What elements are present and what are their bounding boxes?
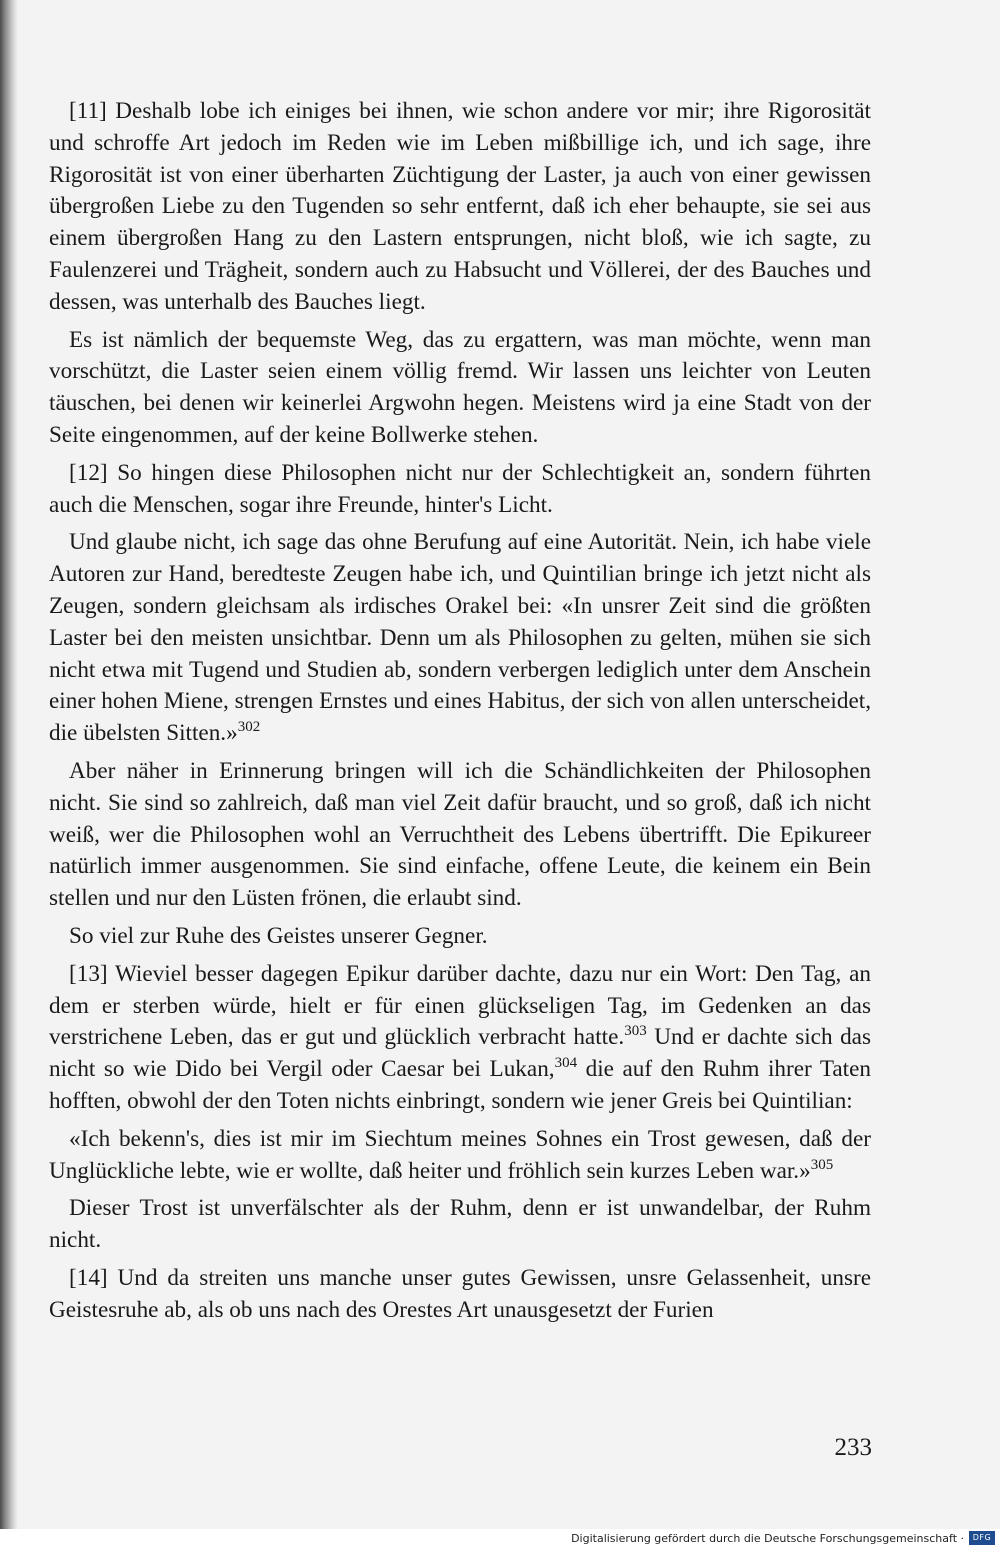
footnote-ref-303: 303	[624, 1023, 647, 1040]
footnote-ref-304: 304	[554, 1055, 578, 1072]
paragraph-text: Und glaube nicht, ich sage das ohne Berufung auf eine Autorität. Nein, ich habe viele Autoren zur Hand, beredteste Zeugen habe ich, und Quintilian bringe ich jetzt nicht als Zeugen, sondern gleichsam als irdisches Orakel bei: «In unsrer Zeit sind die größten Laster bei den meisten unsichtbar. Denn um als Philosophen zu gelten, mühen sie sich nicht etwa mit Tugend und Studien ab, sondern verbergen lediglich unter dem Anschein einer hohen Miene, strengen Ernstes und eines Habitus, der sich von allen unterscheidet, die übelsten Sitten.»	[49, 529, 871, 747]
paragraph-text: Und er dachte sich das nicht so wie Dido bei Vergil oder Caesar bei Lukan,	[49, 1024, 871, 1083]
paragraph-text: [11] Deshalb lobe ich einiges bei ihnen, wie schon andere vor mir; ihre Rigorosität und schroffe Art jedoch im Reden wie im Leben mißbillige ich, und ich sage, ihre Rigorosität ist von einer überharten Züchtigung der Laster, ja auch von einer gewissen übergroßen Liebe zu den Tugenden so sehr entfernt, daß ich eher behaupte, sie sei aus einem übergroßen Hang zu den Lastern entsprungen, nicht bloß, wie ich sagte, zu Faulenzerei und Trägheit, sondern auch zu Habsucht und Völlerei, der des Bauches und dessen, was unterhalb des Bauches liegt.	[49, 98, 871, 315]
paragraph-13	[49, 959, 871, 1118]
dfg-logo: DFG	[969, 1531, 995, 1545]
paragraph	[49, 921, 871, 953]
paragraph-text: So viel zur Ruhe des Geistes unserer Gegner.	[69, 922, 488, 949]
paragraph-text: [12] So hingen diese Philosophen nicht nur der Schlechtigkeit an, sondern führten auch die Menschen, sogar ihre Freunde, hinter's Licht.	[49, 459, 871, 518]
paragraph-text: Dieser Trost ist unverfälschter als der Ruhm, denn er ist unwandelbar, der Ruhm nicht.	[49, 1195, 871, 1254]
paragraph	[49, 756, 871, 915]
binding-gutter-shadow	[0, 0, 18, 1529]
paragraph-text: «Ich bekenn's, dies ist mir im Siechtum meines Sohnes ein Trost gewesen, daß der Unglückliche lebte, wie er wollte, daß heiter und fröhlich sein kurzes Leben war.»	[49, 1125, 871, 1184]
paragraph-text: Es ist nämlich der bequemste Weg, das zu ergattern, was man möchte, wenn man vorschützt, die Laster seien einem völlig fremd. Wir lassen uns leichter von Leuten täuschen, bei denen wir keinerlei Argwohn hegen. Meistens wird ja eine Stadt von der Seite eingenommen, auf der keine Bollwerke stehen.	[49, 326, 871, 448]
footnote-ref-305: 305	[810, 1156, 834, 1173]
paragraph-quote	[49, 1124, 871, 1188]
paragraph-text: Aber näher in Erinnerung bringen will ich die Schändlichkeiten der Philosophen nicht. Sie sind so zahlreich, daß man viel Zeit dafür braucht, und so groß, daß ich nicht weiß, wer die Philosophen wohl an Verruchtheit des Lebens übertrifft. Die Epikureer natürlich immer ausgenommen. Sie sind einfache, offene Leute, die keinem ein Bein stellen und nur den Lüsten frönen, die erlaubt sind.	[49, 757, 871, 912]
page-number: 233	[834, 1434, 872, 1461]
digitization-footer	[0, 1529, 1000, 1549]
paragraph-14	[49, 1263, 871, 1327]
paragraph-text: [14] Und da streiten uns manche unser gutes Gewissen, unsre Gelassenheit, unsre Geistesruhe ab, als ob uns nach des Orestes Art unausgesetzt der Furien	[49, 1264, 871, 1323]
page-body-text	[49, 96, 871, 1326]
paragraph-12	[49, 458, 871, 522]
paragraph	[49, 325, 871, 452]
paragraph-quintilian-quote	[49, 527, 871, 750]
paragraph-text: [13] Wieviel besser dagegen Epikur darüber dachte, dazu nur ein Wort: Den Tag, an dem er sterben würde, hielt er für einen glückseligen Tag, im Gedenken an das verstrichene Leben, das er gut und glücklich verbracht hatte.	[49, 960, 871, 1051]
paragraph	[49, 1193, 871, 1257]
paragraph-11	[49, 96, 871, 319]
footnote-ref-302: 302	[237, 719, 261, 736]
paragraph-text: die auf den Ruhm ihrer Taten hofften, obwohl der den Toten nichts einbringt, sondern wie jener Greis bei Quintilian:	[49, 1056, 872, 1114]
footer-credit: Digitalisierung gefördert durch die Deutsche Forschungsgemeinschaft ·	[571, 1532, 964, 1545]
